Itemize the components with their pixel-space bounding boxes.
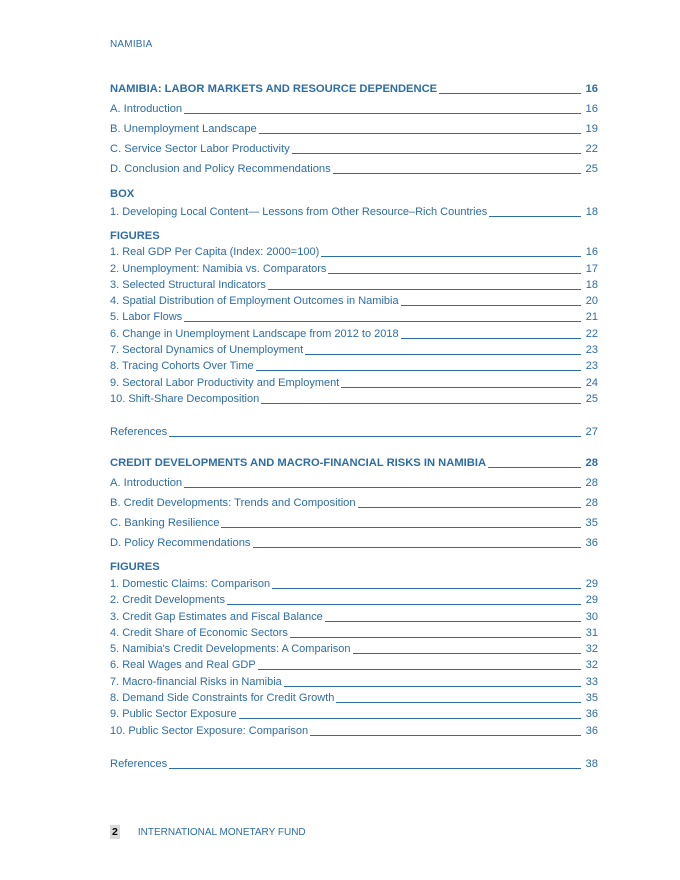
- toc-figure-entry[interactable]: [110, 577, 598, 591]
- toc-entry[interactable]: [110, 476, 598, 490]
- toc-entry[interactable]: [110, 536, 598, 550]
- toc-figure-entry[interactable]: [110, 675, 598, 689]
- toc-chapter-title: CREDIT DEVELOPMENTS AND MACRO-FINANCIAL RISKS IN NAMIBIA: [110, 456, 487, 469]
- toc-entry[interactable]: [110, 122, 598, 136]
- toc-figure-entry[interactable]: [110, 691, 598, 705]
- toc-entry-label: B. Credit Developments: Trends and Composition: [110, 496, 356, 509]
- leader-line: [401, 338, 581, 339]
- toc-figure-entry[interactable]: [110, 724, 598, 738]
- leader-line: [341, 387, 581, 388]
- toc-page-number: 36: [585, 708, 598, 721]
- leader-line: [290, 637, 581, 638]
- toc-page-number: 23: [585, 344, 598, 357]
- toc-figure-entry[interactable]: [110, 343, 598, 357]
- toc-entry-label: D. Conclusion and Policy Recommendations: [110, 163, 331, 175]
- toc-page-number: 16: [585, 246, 598, 259]
- leader-line: [353, 653, 581, 654]
- toc-page-number: 20: [585, 295, 598, 308]
- leader-line: [221, 527, 581, 528]
- toc-figure-entry[interactable]: [110, 278, 598, 292]
- toc-page-number: 18: [585, 278, 598, 291]
- leader-line: [321, 256, 581, 257]
- toc-entry-label: 9. Sectoral Labor Productivity and Employment: [110, 376, 340, 389]
- leader-line: [488, 467, 581, 468]
- footer-organization: INTERNATIONAL MONETARY FUND: [137, 826, 306, 838]
- figures-heading: FIGURES: [110, 230, 160, 242]
- toc-figure-entry[interactable]: [110, 376, 598, 390]
- toc-page-number: 29: [585, 577, 598, 590]
- leader-line: [227, 604, 581, 605]
- toc-page-number: 32: [585, 643, 598, 656]
- toc-entry-label: References: [110, 757, 168, 770]
- leader-line: [401, 305, 581, 306]
- page-footer: [110, 825, 306, 839]
- toc-entry-label: C. Banking Resilience: [110, 516, 220, 529]
- toc-figure-entry[interactable]: [110, 392, 598, 406]
- toc-entry-label: 8. Demand Side Constraints for Credit Growth: [110, 692, 335, 705]
- toc-entry-label: 3. Credit Gap Estimates and Fiscal Balance: [110, 610, 323, 623]
- leader-line: [439, 93, 581, 94]
- leader-line: [169, 768, 581, 769]
- toc-references-entry[interactable]: [110, 425, 598, 439]
- toc-chapter-title: NAMIBIA: LABOR MARKETS AND RESOURCE DEPENDENCE: [110, 83, 438, 95]
- toc-page-number: 23: [585, 360, 598, 373]
- toc-page-number: 17: [585, 262, 598, 275]
- leader-line: [184, 113, 581, 114]
- toc-figure-entry[interactable]: [110, 610, 598, 624]
- toc-entry-label: 7. Sectoral Dynamics of Unemployment: [110, 344, 304, 357]
- toc-figure-entry[interactable]: [110, 262, 598, 276]
- toc-chapter-credit-developments[interactable]: [110, 456, 598, 470]
- toc-page-number: 16: [585, 83, 598, 95]
- toc-figure-entry[interactable]: [110, 327, 598, 341]
- leader-line: [256, 370, 581, 371]
- toc-page-number: 16: [585, 103, 598, 115]
- toc-page-number: 18: [585, 206, 598, 218]
- toc-figure-entry[interactable]: [110, 707, 598, 721]
- box-heading: BOX: [110, 188, 135, 200]
- toc-page-number: 22: [585, 327, 598, 340]
- leader-line: [310, 735, 581, 736]
- toc-figure-entry[interactable]: [110, 359, 598, 373]
- toc-figure-entry[interactable]: [110, 642, 598, 656]
- toc-figure-entry[interactable]: [110, 593, 598, 607]
- toc-page-number: 21: [585, 311, 598, 324]
- toc-page-number: 24: [585, 376, 598, 389]
- toc-entry[interactable]: [110, 142, 598, 156]
- toc-entry-label: 10. Public Sector Exposure: Comparison: [110, 724, 309, 737]
- figure-list: [110, 245, 598, 406]
- toc-page-number: 28: [585, 476, 598, 489]
- toc-entry-label: 5. Namibia's Credit Developments: A Comparison: [110, 643, 351, 656]
- toc-entry-label: 5. Labor Flows: [110, 311, 183, 324]
- toc-page-number: 28: [585, 496, 598, 509]
- toc-page-number: 32: [585, 659, 598, 672]
- toc-entry-label: 8. Tracing Cohorts Over Time: [110, 360, 254, 373]
- toc-page-number: 25: [585, 163, 598, 175]
- leader-line: [284, 686, 581, 687]
- toc-page-number: 27: [585, 425, 598, 438]
- toc-page-number: 36: [585, 536, 598, 549]
- toc-page-number: 33: [585, 675, 598, 688]
- toc-figure-entry[interactable]: [110, 626, 598, 640]
- toc-page-number: 25: [585, 392, 598, 405]
- leader-line: [305, 354, 581, 355]
- leader-line: [258, 669, 581, 670]
- toc-entry-label: 1. Developing Local Content— Lessons from Other Resource–Rich Countries: [110, 206, 488, 218]
- toc-page-number: 30: [585, 610, 598, 623]
- leader-line: [259, 133, 581, 134]
- leader-line: [489, 216, 581, 217]
- toc-page-number: 28: [585, 456, 598, 469]
- toc-figure-entry[interactable]: [110, 245, 598, 259]
- leader-line: [325, 621, 581, 622]
- toc-page-number: 29: [585, 594, 598, 607]
- leader-line: [268, 289, 581, 290]
- toc-figure-entry[interactable]: [110, 658, 598, 672]
- toc-page-number: 36: [585, 724, 598, 737]
- toc-page-number: 19: [585, 123, 598, 135]
- toc-entry-label: 6. Change in Unemployment Landscape from 2012 to 2018: [110, 327, 399, 340]
- leader-line: [333, 173, 581, 174]
- toc-entry-label: 1. Real GDP Per Capita (Index: 2000=100): [110, 246, 320, 259]
- leader-line: [272, 588, 581, 589]
- leader-line: [253, 547, 581, 548]
- toc-page-number: 35: [585, 516, 598, 529]
- leader-line: [292, 153, 581, 154]
- toc-entry-label: A. Introduction: [110, 103, 183, 115]
- toc-entry-label: 1. Domestic Claims: Comparison: [110, 577, 271, 590]
- toc-entry-label: 4. Spatial Distribution of Employment Outcomes in Namibia: [110, 295, 399, 308]
- leader-line: [184, 487, 581, 488]
- toc-entry[interactable]: [110, 102, 598, 116]
- toc-entry[interactable]: [110, 162, 598, 176]
- toc-entry-label: 2. Credit Developments: [110, 594, 225, 607]
- toc-entry-label: 6. Real Wages and Real GDP: [110, 659, 256, 672]
- figure-list: [110, 577, 598, 738]
- toc-page-number: 31: [585, 626, 598, 639]
- toc-figure-entry[interactable]: [110, 310, 598, 324]
- toc-page-number: 35: [585, 692, 598, 705]
- toc-figure-entry[interactable]: [110, 294, 598, 308]
- leader-line: [261, 403, 581, 404]
- toc-entry-label: 3. Selected Structural Indicators: [110, 278, 266, 291]
- toc-entry[interactable]: [110, 516, 598, 530]
- leader-line: [169, 436, 581, 437]
- leader-line: [239, 718, 581, 719]
- toc-entry-label: References: [110, 425, 168, 438]
- toc-entry-label: 7. Macro-financial Risks in Namibia: [110, 675, 282, 688]
- toc-entry[interactable]: [110, 496, 598, 510]
- toc-entry-label: A. Introduction: [110, 476, 183, 489]
- figures-heading: FIGURES: [110, 560, 160, 573]
- toc-entry-label: 2. Unemployment: Namibia vs. Comparators: [110, 262, 327, 275]
- running-head: NAMIBIA: [110, 39, 153, 50]
- toc-entry-label: C. Service Sector Labor Productivity: [110, 143, 290, 155]
- toc-entry-label: 4. Credit Share of Economic Sectors: [110, 626, 288, 639]
- table-of-contents: [110, 82, 598, 771]
- toc-entry-label: 9. Public Sector Exposure: [110, 708, 237, 721]
- toc-chapter-labor-markets[interactable]: [110, 82, 598, 96]
- toc-entry-label: B. Unemployment Landscape: [110, 123, 257, 135]
- leader-line: [184, 321, 581, 322]
- toc-page-number: 38: [585, 757, 598, 770]
- toc-entry-label: 10. Shift-Share Decomposition: [110, 392, 260, 405]
- toc-box-entry[interactable]: [110, 205, 598, 219]
- footer-page-number: 2: [112, 826, 118, 838]
- leader-line: [336, 702, 581, 703]
- leader-line: [328, 273, 581, 274]
- toc-entry-label: D. Policy Recommendations: [110, 536, 251, 549]
- toc-page-number: 22: [585, 143, 598, 155]
- leader-line: [358, 507, 581, 508]
- toc-references-entry[interactable]: [110, 757, 598, 771]
